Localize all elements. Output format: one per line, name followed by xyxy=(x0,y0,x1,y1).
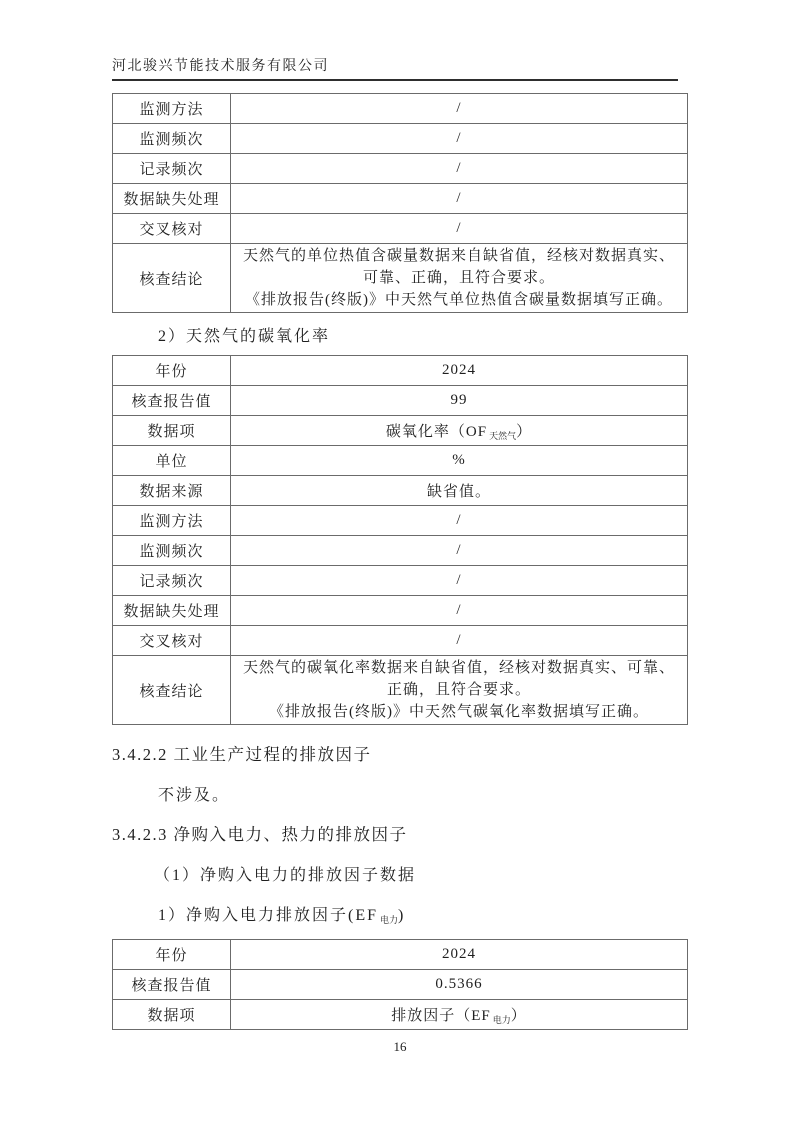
row-value-cell: 排放因子（EF $_{电力}$） xyxy=(231,1000,688,1030)
subscript: 电力 xyxy=(380,915,399,925)
company-name: 河北骏兴节能技术服务有限公司 xyxy=(112,59,329,74)
row-value-cell: 缺省值。 xyxy=(231,476,688,506)
document-header xyxy=(112,55,678,81)
row-value-cell: / xyxy=(231,214,688,244)
row-label-cell: 记录频次 xyxy=(113,154,231,184)
page-number: 16 xyxy=(393,1039,407,1054)
monitoring-table-continued xyxy=(112,93,688,313)
row-label-cell: 数据缺失处理 xyxy=(113,596,231,626)
row-label-cell: 数据项 xyxy=(113,1000,231,1030)
table-row xyxy=(113,184,688,214)
row-label-cell: 交叉核对 xyxy=(113,626,231,656)
page-content xyxy=(0,55,800,1030)
table-row xyxy=(113,970,688,1000)
table-row-conclusion xyxy=(113,244,688,313)
row-value-cell: 0.5366 xyxy=(231,970,688,1000)
section-heading-3-4-2-2: 3.4.2.2 工业生产过程的排放因子 xyxy=(112,745,372,764)
table-row xyxy=(113,94,688,124)
row-value-cell: / xyxy=(231,506,688,536)
paragraph-not-involved: 不涉及。 xyxy=(158,787,231,804)
row-value-cell: / xyxy=(231,94,688,124)
row-label-cell: 核查报告值 xyxy=(113,386,231,416)
row-value-cell: / xyxy=(231,566,688,596)
subscript: 天然气 xyxy=(489,430,517,441)
table-row xyxy=(113,596,688,626)
conclusion-line: 天然气的碳氧化率数据来自缺省值，经核对数据真实、可靠、正确，且符合要求。 xyxy=(242,660,675,698)
row-value-cell: / xyxy=(231,536,688,566)
conclusion-line: 天然气的单位热值含碳量数据来自缺省值，经核对数据真实、可靠、正确，且符合要求。 xyxy=(242,248,675,286)
subscript: 电力 xyxy=(492,1014,511,1025)
table-row xyxy=(113,476,688,506)
table-row xyxy=(113,124,688,154)
row-label-cell: 核查结论 xyxy=(113,244,231,313)
row-value-cell xyxy=(231,244,688,313)
table-row xyxy=(113,214,688,244)
subheading-electricity-data: （1）净购入电力的排放因子数据 xyxy=(154,867,417,884)
row-value-cell: 2024 xyxy=(231,940,688,970)
row-value-cell: / xyxy=(231,124,688,154)
table-row xyxy=(113,154,688,184)
table-row xyxy=(113,386,688,416)
row-label-cell: 监测方法 xyxy=(113,94,231,124)
row-label-cell: 监测频次 xyxy=(113,124,231,154)
row-label-cell: 记录频次 xyxy=(113,566,231,596)
table-row-conclusion xyxy=(113,656,688,725)
row-label-cell: 年份 xyxy=(113,356,231,386)
row-value-cell xyxy=(231,656,688,725)
table-row xyxy=(113,1000,688,1030)
row-value-cell: 99 xyxy=(231,386,688,416)
table-row xyxy=(113,446,688,476)
row-label-cell: 核查报告值 xyxy=(113,970,231,1000)
subheading-electricity-ef: 1）净购入电力排放因子(EF $_{电力}$) xyxy=(158,907,406,925)
row-label-cell: 核查结论 xyxy=(113,656,231,725)
row-label-cell: 年份 xyxy=(113,940,231,970)
table-row xyxy=(113,940,688,970)
table-row xyxy=(113,506,688,536)
row-value-cell: / xyxy=(231,596,688,626)
row-label-cell: 数据项 xyxy=(113,416,231,446)
row-label-cell: 监测方法 xyxy=(113,506,231,536)
table-row xyxy=(113,416,688,446)
row-label-cell: 交叉核对 xyxy=(113,214,231,244)
ng-oxidation-table xyxy=(112,355,688,725)
row-value-cell: 2024 xyxy=(231,356,688,386)
row-value-cell: / xyxy=(231,154,688,184)
conclusion-line: 《排放报告(终版)》中天然气单位热值含碳量数据填写正确。 xyxy=(245,292,673,308)
row-value-cell: / xyxy=(231,184,688,214)
row-label-cell: 单位 xyxy=(113,446,231,476)
row-label-cell: 数据来源 xyxy=(113,476,231,506)
section-heading-ng-oxidation: 2）天然气的碳氧化率 xyxy=(158,328,331,345)
row-value-cell: / xyxy=(231,626,688,656)
table-row xyxy=(113,626,688,656)
row-label-cell: 数据缺失处理 xyxy=(113,184,231,214)
table-row xyxy=(113,356,688,386)
table-row xyxy=(113,536,688,566)
section-heading-3-4-2-3: 3.4.2.3 净购入电力、热力的排放因子 xyxy=(112,825,408,844)
electricity-ef-table xyxy=(112,939,688,1030)
table-row xyxy=(113,566,688,596)
row-label-cell: 监测频次 xyxy=(113,536,231,566)
row-value-cell: % xyxy=(231,446,688,476)
conclusion-line: 《排放报告(终版)》中天然气碳氧化率数据填写正确。 xyxy=(269,704,649,720)
row-value-cell: 碳氧化率（OF $_{天然气}$） xyxy=(231,416,688,446)
